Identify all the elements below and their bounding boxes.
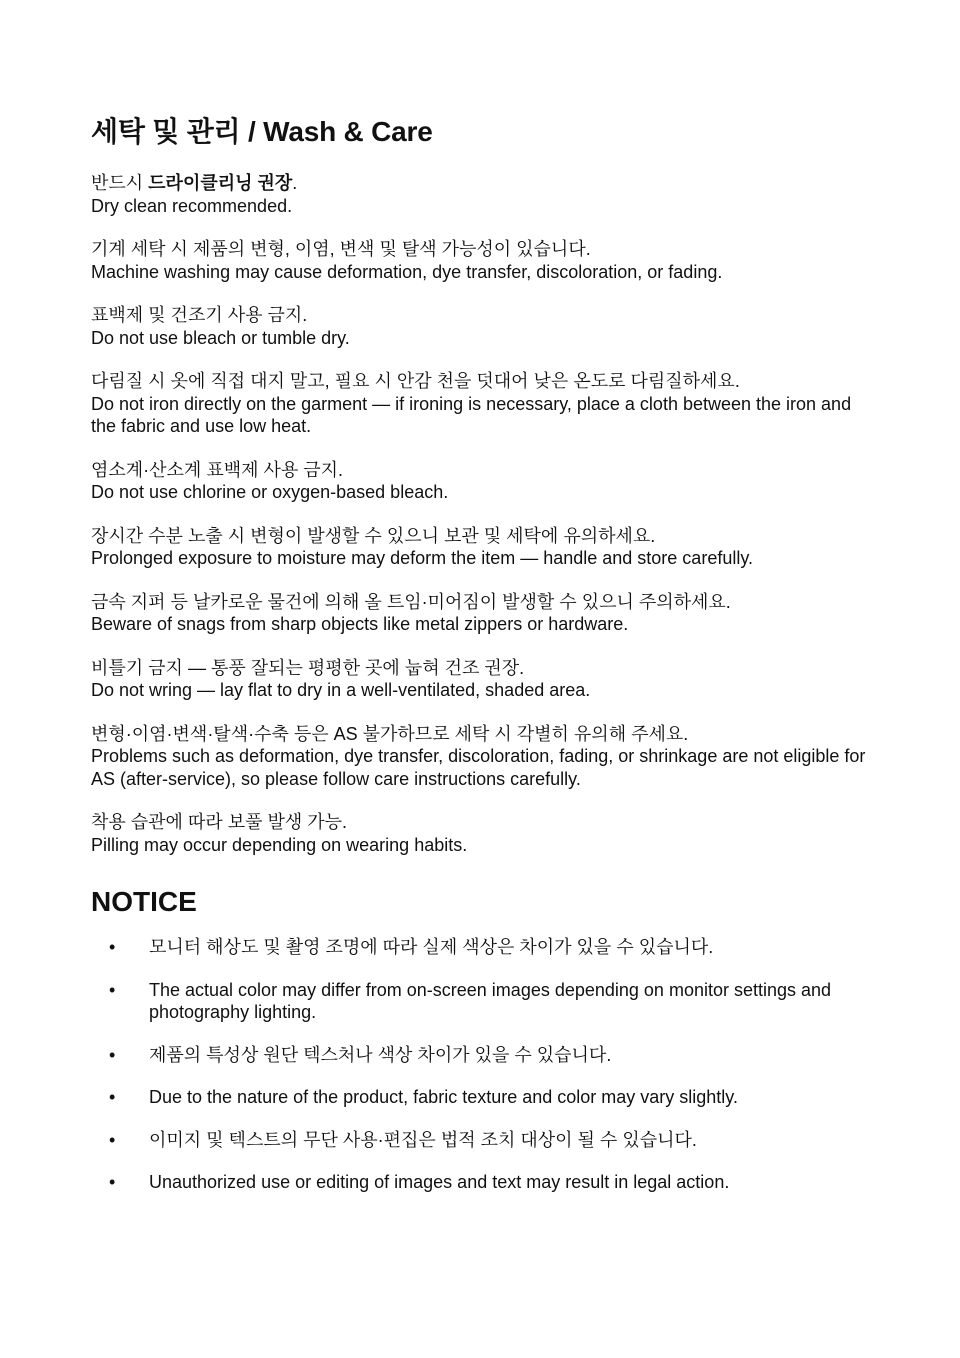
- care-item-ko-prefix: 반드시: [91, 173, 149, 193]
- care-item-ko: [91, 172, 871, 195]
- notice-item-text: Due to the nature of the product, fabric texture and color may vary slightly.: [149, 1087, 738, 1107]
- care-item-en: Prolonged exposure to moisture may deform the item — handle and store carefully.: [91, 548, 754, 568]
- care-item-en: Do not use bleach or tumble dry.: [91, 327, 350, 348]
- care-item-en: Pilling may occur depending on wearing habits.: [91, 834, 468, 855]
- bullet-icon: •: [109, 1087, 116, 1107]
- care-item: [91, 459, 871, 504]
- care-item-ko: 다림질 시 옷에 직접 대지 말고, 필요 시 안감 천을 덧대어 낮은 온도로 다림질하세요.: [91, 371, 740, 391]
- notice-item: [91, 936, 871, 959]
- care-item-ko: 비틀기 금지 — 통풍 잘되는 평평한 곳에 눕혀 건조 권장.: [91, 657, 525, 678]
- notice-item: [91, 979, 871, 1024]
- notice-item: [91, 1044, 871, 1067]
- bullet-icon: •: [109, 1172, 116, 1192]
- care-item-en: Do not iron directly on the garment — if ironing is necessary, place a cloth between the iron and the fabric and use low heat.: [91, 393, 852, 436]
- care-item: [91, 657, 871, 702]
- wash-care-title: 세탁 및 관리 / Wash & Care: [91, 116, 433, 147]
- bullet-icon: •: [109, 1044, 116, 1065]
- bullet-icon: •: [109, 937, 116, 957]
- notice-item-text: 제품의 특성상 원단 텍스처나 색상 차이가 있을 수 있습니다.: [149, 1044, 612, 1065]
- care-item-en: Machine washing may cause deformation, dye transfer, discoloration, or fading.: [91, 261, 723, 282]
- care-item: [91, 525, 871, 570]
- care-item-ko-emphasis: 드라이클리닝 권장: [148, 173, 293, 193]
- notice-item: [91, 1171, 871, 1194]
- notice-item: [91, 1086, 871, 1109]
- care-item-ko: 기계 세탁 시 제품의 변형, 이염, 변색 및 탈색 가능성이 있습니다.: [91, 239, 591, 259]
- care-item: [91, 304, 871, 349]
- bullet-icon: •: [109, 1129, 116, 1150]
- care-item: [91, 238, 871, 283]
- care-item-en: Do not use chlorine or oxygen-based bleach.: [91, 482, 449, 502]
- care-instructions-list: [91, 172, 871, 856]
- bullet-icon: •: [109, 979, 116, 1000]
- care-item-ko-suffix: .: [292, 173, 298, 193]
- care-item: [91, 723, 871, 791]
- care-item: [91, 591, 871, 636]
- notice-item-text: 이미지 및 텍스트의 무단 사용·편집은 법적 조치 대상이 될 수 있습니다.: [149, 1129, 697, 1150]
- care-item-en: Beware of snags from sharp objects like metal zippers or hardware.: [91, 614, 629, 634]
- care-item-en: Do not wring — lay flat to dry in a well-ventilated, shaded area.: [91, 680, 591, 700]
- care-item: [91, 370, 871, 438]
- care-item-ko: 염소계·산소계 표백제 사용 금지.: [91, 459, 344, 480]
- notice-item: [91, 1129, 871, 1152]
- care-item-ko: 착용 습관에 따라 보풀 발생 가능.: [91, 812, 348, 832]
- care-item: [91, 811, 871, 856]
- care-document: [91, 112, 871, 1214]
- care-item-ko: 변형·이염·변색·탈색·수축 등은 AS 불가하므로 세탁 시 각별히 유의해 주세요.: [91, 723, 689, 744]
- notice-item-text: The actual color may differ from on-screen images depending on monitor settings and photography lighting.: [149, 979, 832, 1022]
- care-item-ko: 표백제 및 건조기 사용 금지.: [91, 305, 308, 325]
- notice-item-text: Unauthorized use or editing of images and text may result in legal action.: [149, 1172, 730, 1192]
- care-item-dry-clean: [91, 172, 871, 217]
- care-item-ko: 장시간 수분 노출 시 변형이 발생할 수 있으니 보관 및 세탁에 유의하세요.: [91, 525, 656, 546]
- notice-item-text: 모니터 해상도 및 촬영 조명에 따라 실제 색상은 차이가 있을 수 있습니다.: [149, 937, 714, 957]
- care-item-en: Dry clean recommended.: [91, 195, 293, 216]
- care-item-en: Problems such as deformation, dye transfer, discoloration, fading, or shrinkage are not eligible for AS (after-service), so please follow care instructions carefully.: [91, 746, 866, 789]
- notice-list: [91, 936, 871, 1194]
- care-item-ko: 금속 지퍼 등 날카로운 물건에 의해 올 트임·미어짐이 발생할 수 있으니 주의하세요.: [91, 591, 731, 612]
- notice-title: NOTICE: [91, 886, 197, 917]
